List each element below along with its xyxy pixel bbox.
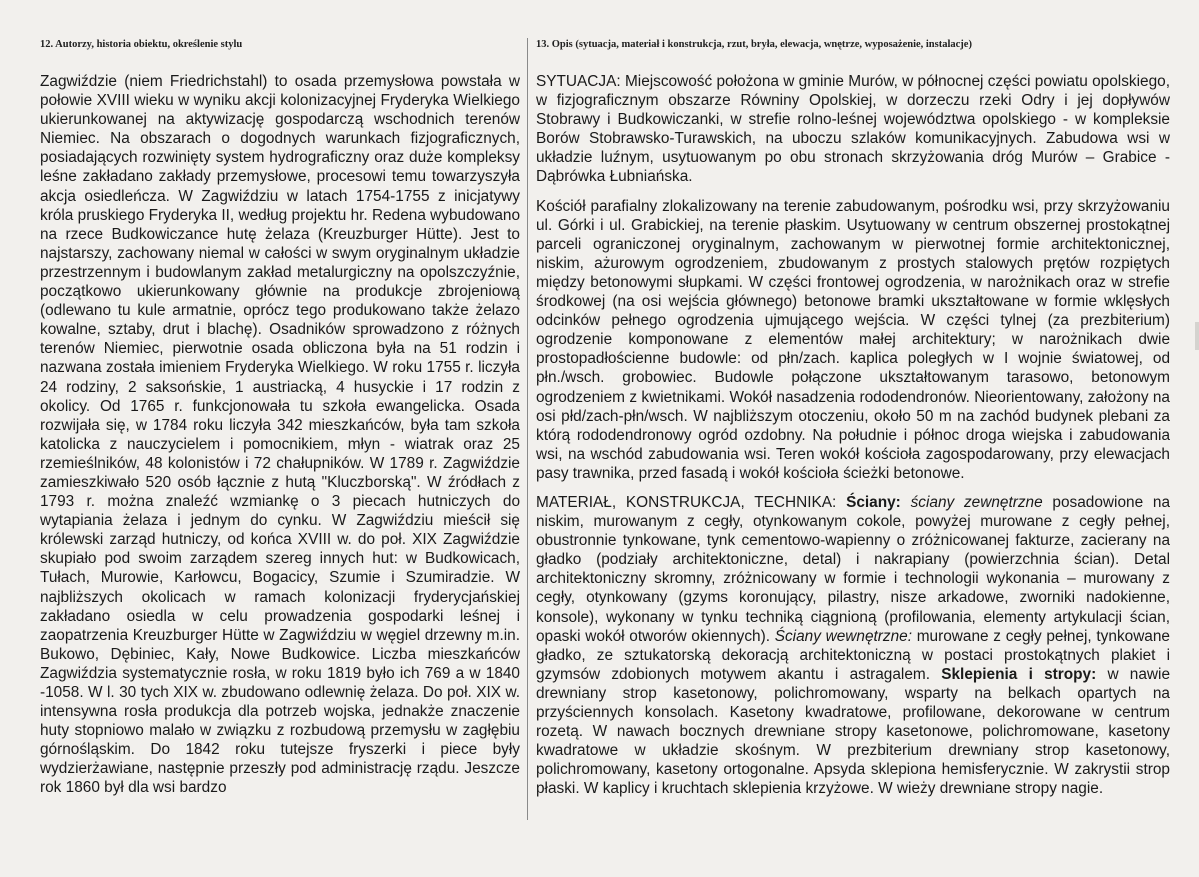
column-divider (527, 38, 528, 820)
section-12-column (36, 38, 520, 837)
interior-walls-label: Ściany wewnętrzne: (774, 627, 913, 645)
vaults-label: Sklepienia i stropy: (941, 665, 1097, 683)
church-location-paragraph: Kościół parafialny zlokalizowany na terenie zabudowanym, pośrodku wsi, przy skrzyżowaniu ul. Górki i ul. Grabickiej, na terenie płaskim. Usytuowany w centrum obszernej prostokątnej parceli ograniczonej oryginalnym, zachowanym w pierwotnej formie architektonicznej, niskim, ażurowym ogrodzeniem, zbudowanym z prostych stalowych prętów rozpiętych między betonowymi słupkami. W części frontowej ogrodzenia, w narożnikach oraz w strefie środkowej (na osi wejścia głównego) betonowe bramki ukształtowane w formie wklęsłych odcinków pełnego ogrodzenia ujmującego wejścia. W części tylnej (za prezbiterium) ogrodzenie komponowane z elementów małej architektury; w narożnikach dwie prostopadłościenne budowle: od płn/zach. kaplica poległych w I wojnie światowej, od płn./wsch. grobowiec. Budowle połączone ukształtowanym tarasowo, betonowym ogrodzeniem z kwietnikami. Wokół nasadzenia rododendronów. Nieorientowany, założony na osi płd/zach-płn/wsch. W najbliższym otoczeniu, około 50 m na zachód budynek plebani za którą rododendronowy ogród ozdobny. Na południe i północ droga wiejska i zabudowania wsi, na wschód zabudowania wsi. Teren wokół kościoła zagospodarowany, przy elewacjach pasy trawnika, przed fasadą i wokół kościoła ścieżki betonowe. (536, 197, 1170, 482)
material-construction-paragraph (536, 493, 1170, 799)
history-paragraph: Zagwiździe (niem Friedrichstahl) to osada przemysłowa powstała w połowie XVIII wieku w wyniku akcji kolonizacyjnej Fryderyka Wielkiego ukierunkowanej na aktywizację gospodarczą wschodnich terenów Niemiec. Na obszarach o dogodnych warunkach fizjograficznych, posiadających rozwinięty system hydrograficzny oraz duże kompleksy leśne zakładano zakłady przemysłowe, procesowi temu towarzyszyła akcja osiedleńcza. W Zagwiździu w latach 1754-1755 z inicjatywy króla pruskiego Fryderyka II, według projektu hr. Redena wybudowano na rzece Budkowiczance hutę żelaza (Kreuzburger Hütte). Jest to najstarszy, zachowany niemal w całości w swym oryginalnym układzie przestrzennym i budowlanym zakład metalurgiczny na opolszczyźnie, początkowo ukierunkowany głównie na produkcje zbrojeniową (odlewano tu kule armatnie, oprócz tego produkowano także żelazo kowalne, sztaby, drut i blachę). Osadników sprowadzono z różnych terenów Niemiec, pierwotnie osada obliczona była na 51 rodzin i nazwana została imieniem Fryderyka Wielkiego. W roku 1755 r. liczyła 24 rodziny, 2 saksońskie, 1 austriacką, 4 husyckie i 17 rodzin z okolicy. Od 1765 r. funkcjonowała tu szkoła ewangelicka. Osada rozwijała się, w 1784 roku liczyła 342 mieszkańców, była tam szkoła katolicka z nauczycielem i pomocnikiem, młyn - wiatrak oraz 25 rzemieślników, 48 kolonistów i 72 chałupników. W 1789 r. Zagwiździe zamieszkiwało 520 osób łącznie z hutą "Kluczborską". W źródłach z 1793 r. można znaleźć wzmiankę o 3 piecach hutniczych do wytapiania żelaza i jednym do cynku. W Zagwiździu mieścił się królewski zarząd hutniczy, od końca XVIII w. do poł. XIX Zagwiździe skupiało pod swoim zarządem szereg innych hut: w Budkowicach, Tułach, Murowie, Karłowcu, Bogacicy, Szumie i Szumiradzie. W najbliższych okolicach w ramach kolonizacji fryderycjańskiej zakładano osiedla w celu prowadzenia gospodarki leśnej i zaopatrzenia Kreuzburger Hütte w Zagwiździu w węgiel drzewny m.in. Bukowo, Dębiniec, Kały, Nowe Budkowice. Liczba mieszkańców Zagwiździa systematycznie rosła, w roku 1819 było ich 769 a w 1840 -1058. W l. 30 tych XIX w. zbudowano odlewnię żelaza. Do poł. XIX w. intensywna rosła produkcja dla potrzeb wojska, jednakże znaczenie huty stopniowo malało w związku z rozbudową przemysłu w zagłębiu górnośląskim. Do 1842 roku tutejsze fryszerki i piece były wydzierżawiane, następnie przeszły pod administrację rządu. Jeszcze rok 1860 był dla wsi bardzo (40, 73, 520, 797)
exterior-walls-label: ściany zewnętrzne (910, 493, 1043, 511)
exterior-walls-text: posadowione na niskim, murowanym z cegły, otynkowanym cokole, powyżej murowane z cegły pełnej, obustronnie tynkowane, tynk cementowo-wapienny o zróżnicowanej fakturze, zacierany na gładko (podziały architektoniczne, detal) i nakrapiany (powierzchnia ścian). Detal architektoniczny skromny, zróżnicowany w formie i technologii wykonania – murowany z cegły, otynkowany (gzyms koronujący, pilastry, nisze arkadowe, zworniki nadokienne, konsole), wykonany w tynku techniką ciągnioną (profilowania, elementy artykulacji ścian, opaski wokół otworów okiennych). (536, 493, 1170, 645)
scan-edge-mark (1195, 322, 1199, 350)
vaults-text: w nawie drewniany strop kasetonowy, polichromowany, wsparty na belkach opartych na przyściennych konsolach. Kasetony kwadratowe, profilowane, dekorowane w centrum rozetą. W nawach bocznych drewniane stropy kasetonowe, polichromowane, kasetony kwadratowe w układzie skośnym. W prezbiterium drewniany strop kasetonowy, polichromowany, kasetony ortogonalne. Apsyda sklepiona hemisferycznie. W zakrystii strop płaski. W kaplicy i kruchtach sklepienia krzyżowe. W wieży drewniane stropy nagie. (536, 665, 1170, 798)
section-12-heading: 12. Autorzy, historia obiektu, określenie stylu (40, 39, 243, 50)
section-13-heading: 13. Opis (sytuacja, materiał i konstrukcja, rzut, bryła, elewacja, wnętrze, wyposażenie, instalacje) (536, 39, 972, 50)
interior-walls-text: murowane z cegły pełnej, tynkowane gładko, ze sztukatorską dekoracją architektoniczną w postaci prostokątnych plakiet i gzymsów zdobionych motywem akantu i astragalem. (536, 627, 1170, 683)
walls-label: Ściany: (846, 493, 901, 511)
section-13-column (536, 38, 1170, 837)
situation-paragraph: SYTUACJA: Miejscowość położona w gminie Murów, w północnej części powiatu opolskiego, w fizjograficznym obszarze Równiny Opolskiej, w dorzeczu rzeki Odry i jej dopływów Stobrawy i Budkowiczanki, w strefie rolno-leśnej województwa opolskiego - w kompleksie Borów Stobrawsko-Turawskich, na uboczu szlaków komunikacyjnych. Zabudowa wsi w układzie luźnym, usytuowanym po obu stronach skrzyżowania dróg Murów – Grabice - Dąbrówka Łubniańska. (536, 73, 1170, 186)
material-intro: MATERIAŁ, KONSTRUKCJA, TECHNIKA: (536, 493, 847, 511)
